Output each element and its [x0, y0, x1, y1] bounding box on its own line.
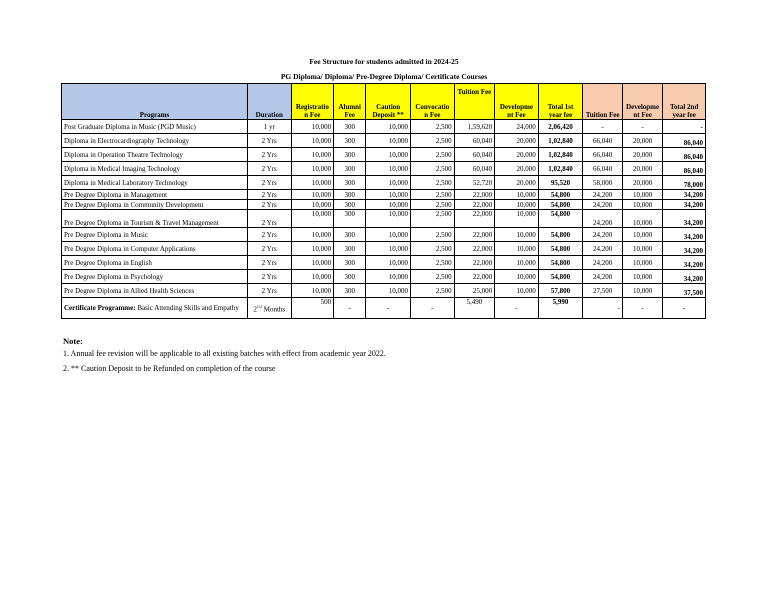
cell-development-fee-1: 10,000: [495, 256, 539, 270]
cell-development-fee-2: 10,000: [622, 190, 663, 200]
header-row: [62, 84, 706, 120]
cell-development-fee-2: 10,000: [622, 256, 663, 270]
cell-tuition-fee-1: 22,000: [454, 200, 495, 210]
cell-development-fee-1: 20,000: [495, 134, 539, 148]
cell-development-fee-1: 10,000: [495, 190, 539, 200]
cell-total-1st-year: 54,800: [538, 190, 583, 200]
cell-tuition-fee-2: 24,200: [583, 210, 622, 228]
cell-registration-fee: 10,000: [291, 270, 334, 284]
cell-registration-fee: 10,000: [291, 120, 334, 134]
certificate-convo: -: [410, 298, 454, 319]
cell-tuition-fee-1: 1,59,620: [454, 120, 495, 134]
cell-alumni-fee: 300: [334, 190, 366, 200]
cell-total-1st-year: 95,520: [538, 176, 583, 190]
cell-program: Pre Degree Diploma in Allied Health Sciences: [62, 284, 248, 298]
table-row: [62, 242, 706, 256]
cell-registration-fee: 10,000: [291, 190, 334, 200]
header-convocation-fee: Convocatio n Fee: [410, 84, 454, 120]
header-programs: Programs: [62, 84, 248, 120]
cell-duration: 2 Yrs: [247, 270, 291, 284]
cell-duration: 2 Yrs: [247, 176, 291, 190]
cell-duration: 2 Yrs: [247, 210, 291, 228]
certificate-reg: 500: [291, 298, 334, 319]
cell-development-fee-1: 10,000: [495, 284, 539, 298]
cell-convocation-fee: 2,500: [410, 256, 454, 270]
table-row: [62, 256, 706, 270]
table-row: [62, 190, 706, 200]
cell-tuition-fee-2: 58,000: [583, 176, 622, 190]
header-tuition-fee-1: Tuition Fee: [454, 84, 495, 120]
certificate-label-bold: Certificate Programme:: [64, 304, 136, 312]
cell-total-1st-year: 1,02,840: [538, 134, 583, 148]
certificate-duration: [247, 298, 291, 319]
certificate-tuition2: -: [583, 298, 622, 319]
cell-tuition-fee-1: 52,720: [454, 176, 495, 190]
cell-development-fee-2: 20,000: [622, 134, 663, 148]
cell-development-fee-2: 10,000: [622, 210, 663, 228]
cell-development-fee-2: 10,000: [622, 228, 663, 242]
cell-total-2nd-year: 34,200: [663, 200, 706, 210]
cell-tuition-fee-2: 66,040: [583, 134, 622, 148]
table-row: [62, 176, 706, 190]
cell-tuition-fee-1: 22,000: [454, 228, 495, 242]
cell-convocation-fee: 2,500: [410, 134, 454, 148]
cell-convocation-fee: 2,500: [410, 120, 454, 134]
header-caution-deposit: Caution Deposit **: [366, 84, 411, 120]
cell-tuition-fee-1: 60,040: [454, 162, 495, 176]
fee-table-body: [62, 120, 706, 298]
cell-caution-deposit: 10,000: [366, 162, 411, 176]
cell-tuition-fee-2: 24,200: [583, 200, 622, 210]
cell-duration: 2 Yrs: [247, 200, 291, 210]
cell-development-fee-2: 10,000: [622, 284, 663, 298]
cell-caution-deposit: 10,000: [366, 190, 411, 200]
cell-duration: 2 Yrs: [247, 162, 291, 176]
cell-program: Pre Degree Diploma in Music: [62, 228, 248, 242]
header-total-1st-year: Total 1st year fee: [538, 84, 583, 120]
cell-development-fee-2: 10,000: [622, 200, 663, 210]
cell-development-fee-2: 10,000: [622, 270, 663, 284]
cell-total-1st-year: 54,800: [538, 256, 583, 270]
cell-convocation-fee: 2,500: [410, 228, 454, 242]
certificate-section: [62, 298, 706, 319]
cell-duration: 2 Yrs: [247, 242, 291, 256]
cell-tuition-fee-2: 24,200: [583, 190, 622, 200]
cell-total-2nd-year: 86,040: [663, 134, 706, 148]
cell-convocation-fee: 2,500: [410, 148, 454, 162]
cell-tuition-fee-2: -: [583, 120, 622, 134]
cell-duration: 2 Yrs: [247, 256, 291, 270]
cell-program: Pre Degree Diploma in Computer Applications: [62, 242, 248, 256]
certificate-program-cell: [62, 298, 248, 319]
cell-program: Pre Degree Diploma in Tourism & Travel Management: [62, 210, 248, 228]
cell-program: Pre Degree Diploma in Psychology: [62, 270, 248, 284]
certificate-tuition1: 5,490: [454, 298, 495, 319]
cell-program: Diploma in Medical Imaging Technology: [62, 162, 248, 176]
cell-tuition-fee-1: 22,000: [454, 270, 495, 284]
cell-program: Pre Degree Diploma in English: [62, 256, 248, 270]
cell-caution-deposit: 10,000: [366, 200, 411, 210]
cell-total-1st-year: 1,02,840: [538, 162, 583, 176]
certificate-label-rest: Basic Attending Skills and Empathy: [135, 304, 239, 312]
cell-total-2nd-year: 86,040: [663, 162, 706, 176]
cell-caution-deposit: 10,000: [366, 176, 411, 190]
cell-development-fee-1: 10,000: [495, 210, 539, 228]
table-row: [62, 210, 706, 228]
cell-alumni-fee: 300: [334, 134, 366, 148]
cell-caution-deposit: 10,000: [366, 270, 411, 284]
cell-development-fee-1: 20,000: [495, 162, 539, 176]
table-row: [62, 200, 706, 210]
cell-convocation-fee: 2,500: [410, 242, 454, 256]
cell-alumni-fee: 300: [334, 162, 366, 176]
cell-development-fee-2: 20,000: [622, 176, 663, 190]
certificate-duration-sup: 1/2: [256, 303, 262, 309]
cell-development-fee-1: 20,000: [495, 176, 539, 190]
header-alumni-fee: Alumni Fee: [334, 84, 366, 120]
cell-total-1st-year: 54,800: [538, 228, 583, 242]
header-registration-fee: Registratio n Fee: [291, 84, 334, 120]
cell-development-fee-2: 20,000: [622, 162, 663, 176]
table-row: [62, 148, 706, 162]
cell-duration: 2 Yrs: [247, 134, 291, 148]
certificate-duration-unit: Months: [261, 305, 286, 314]
table-row: [62, 228, 706, 242]
table-row: [62, 134, 706, 148]
cell-program: Diploma in Electrocardiography Technology: [62, 134, 248, 148]
cell-alumni-fee: 300: [334, 120, 366, 134]
cell-total-2nd-year: 86,040: [663, 148, 706, 162]
cell-tuition-fee-2: 24,200: [583, 242, 622, 256]
cell-caution-deposit: 10,000: [366, 148, 411, 162]
document-title: Fee Structure for students admitted in 2024-25: [309, 57, 459, 66]
cell-tuition-fee-1: 22,000: [454, 242, 495, 256]
note-line-2: 2. ** Caution Deposit to be Refunded on completion of the course: [63, 364, 276, 373]
cell-alumni-fee: 300: [334, 228, 366, 242]
cell-total-1st-year: 57,800: [538, 284, 583, 298]
cell-tuition-fee-1: 22,000: [454, 210, 495, 228]
cell-alumni-fee: 300: [334, 200, 366, 210]
cell-total-1st-year: 54,800: [538, 210, 583, 228]
cell-tuition-fee-2: 24,200: [583, 228, 622, 242]
cell-caution-deposit: 10,000: [366, 242, 411, 256]
cell-convocation-fee: 2,500: [410, 270, 454, 284]
cell-total-2nd-year: 34,200: [663, 270, 706, 284]
cell-duration: 2 Yrs: [247, 148, 291, 162]
cell-tuition-fee-2: 66,040: [583, 148, 622, 162]
header-duration: Duration: [247, 84, 291, 120]
cell-total-2nd-year: 78,000: [663, 176, 706, 190]
table-row: [62, 270, 706, 284]
table-row: [62, 284, 706, 298]
cell-alumni-fee: 300: [334, 176, 366, 190]
cell-duration: 2 Yrs: [247, 190, 291, 200]
cell-registration-fee: 10,000: [291, 148, 334, 162]
cell-program: Pre Degree Diploma in Community Development: [62, 200, 248, 210]
header-development-fee-1: Developme nt Fee: [495, 84, 539, 120]
cell-tuition-fee-2: 24,200: [583, 270, 622, 284]
cell-alumni-fee: 300: [334, 256, 366, 270]
fee-table: [61, 83, 706, 319]
cell-total-1st-year: 1,02,840: [538, 148, 583, 162]
cell-program: Diploma in Medical Laboratory Technology: [62, 176, 248, 190]
cell-registration-fee: 10,000: [291, 176, 334, 190]
cell-registration-fee: 10,000: [291, 256, 334, 270]
cell-tuition-fee-1: 60,040: [454, 134, 495, 148]
cell-tuition-fee-1: 25,000: [454, 284, 495, 298]
cell-duration: 2 Yrs: [247, 228, 291, 242]
cell-tuition-fee-2: 24,200: [583, 256, 622, 270]
cell-development-fee-2: -: [622, 120, 663, 134]
document-subtitle: PG Diploma/ Diploma/ Pre-Degree Diploma/ Certificate Courses: [280, 72, 488, 81]
cell-duration: 1 yr: [247, 120, 291, 134]
cell-tuition-fee-2: 66,040: [583, 162, 622, 176]
cell-convocation-fee: 2,500: [410, 162, 454, 176]
cell-total-1st-year: 54,800: [538, 242, 583, 256]
cell-total-2nd-year: 34,200: [663, 210, 706, 228]
cell-total-2nd-year: 34,200: [663, 242, 706, 256]
header-development-fee-2: Developme nt Fee: [622, 84, 663, 120]
cell-caution-deposit: 10,000: [366, 120, 411, 134]
cell-total-1st-year: 2,06,420: [538, 120, 583, 134]
cell-tuition-fee-1: 22,000: [454, 256, 495, 270]
table-row: [62, 120, 706, 134]
cell-program: Diploma in Operation Theatre Technology: [62, 148, 248, 162]
cell-registration-fee: 10,000: [291, 242, 334, 256]
cell-registration-fee: 10,000: [291, 210, 334, 228]
certificate-duration-base: 2: [253, 305, 257, 314]
cell-convocation-fee: 2,500: [410, 190, 454, 200]
cell-convocation-fee: 2,500: [410, 284, 454, 298]
cell-convocation-fee: 2,500: [410, 176, 454, 190]
cell-development-fee-1: 10,000: [495, 242, 539, 256]
certificate-alumni: -: [334, 298, 366, 319]
cell-convocation-fee: 2,500: [410, 210, 454, 228]
cell-caution-deposit: 10,000: [366, 284, 411, 298]
cell-caution-deposit: 10,000: [366, 134, 411, 148]
certificate-total2: -: [663, 298, 706, 319]
cell-development-fee-1: 10,000: [495, 228, 539, 242]
certificate-caution: -: [366, 298, 411, 319]
cell-development-fee-2: 10,000: [622, 242, 663, 256]
cell-duration: 2 Yrs: [247, 284, 291, 298]
cell-caution-deposit: 10,000: [366, 210, 411, 228]
cell-total-2nd-year: 34,200: [663, 190, 706, 200]
cell-total-2nd-year: -: [663, 120, 706, 134]
cell-development-fee-1: 10,000: [495, 270, 539, 284]
cell-tuition-fee-1: 22,000: [454, 190, 495, 200]
cell-alumni-fee: 300: [334, 284, 366, 298]
cell-alumni-fee: 300: [334, 148, 366, 162]
cell-development-fee-1: 10,000: [495, 200, 539, 210]
cell-tuition-fee-1: 60,040: [454, 148, 495, 162]
cell-development-fee-1: 24,000: [495, 120, 539, 134]
table-row: [62, 162, 706, 176]
cell-convocation-fee: 2,500: [410, 200, 454, 210]
cell-alumni-fee: 300: [334, 270, 366, 284]
cell-tuition-fee-2: 27,500: [583, 284, 622, 298]
cell-registration-fee: 10,000: [291, 162, 334, 176]
cell-caution-deposit: 10,000: [366, 256, 411, 270]
cell-caution-deposit: 10,000: [366, 228, 411, 242]
cell-registration-fee: 10,000: [291, 200, 334, 210]
certificate-dev2: -: [622, 298, 663, 319]
cell-total-2nd-year: 34,200: [663, 256, 706, 270]
header-total-2nd-year: Total 2nd year fee: [663, 84, 706, 120]
note-line-1: 1. Annual fee revision will be applicable to all existing batches with effect from academic year 2022.: [63, 349, 386, 358]
cell-total-2nd-year: 34,200: [663, 228, 706, 242]
cell-program: Post Graduate Diploma in Music (PGD Music): [62, 120, 248, 134]
cell-total-2nd-year: 37,500: [663, 284, 706, 298]
note-heading: Note:: [63, 336, 83, 346]
certificate-dev1: -: [495, 298, 539, 319]
cell-alumni-fee: 300: [334, 242, 366, 256]
cell-registration-fee: 10,000: [291, 228, 334, 242]
certificate-total1: 5,990: [538, 298, 583, 319]
cell-program: Pre Degree Diploma in Management: [62, 190, 248, 200]
cell-total-1st-year: 54,800: [538, 200, 583, 210]
cell-registration-fee: 10,000: [291, 134, 334, 148]
header-tuition-fee-2: Tuition Fee: [583, 84, 622, 120]
cell-development-fee-1: 20,000: [495, 148, 539, 162]
cell-registration-fee: 10,000: [291, 284, 334, 298]
cell-alumni-fee: 300: [334, 210, 366, 228]
cell-total-1st-year: 54,800: [538, 270, 583, 284]
cell-development-fee-2: 20,000: [622, 148, 663, 162]
certificate-row: [62, 298, 706, 319]
